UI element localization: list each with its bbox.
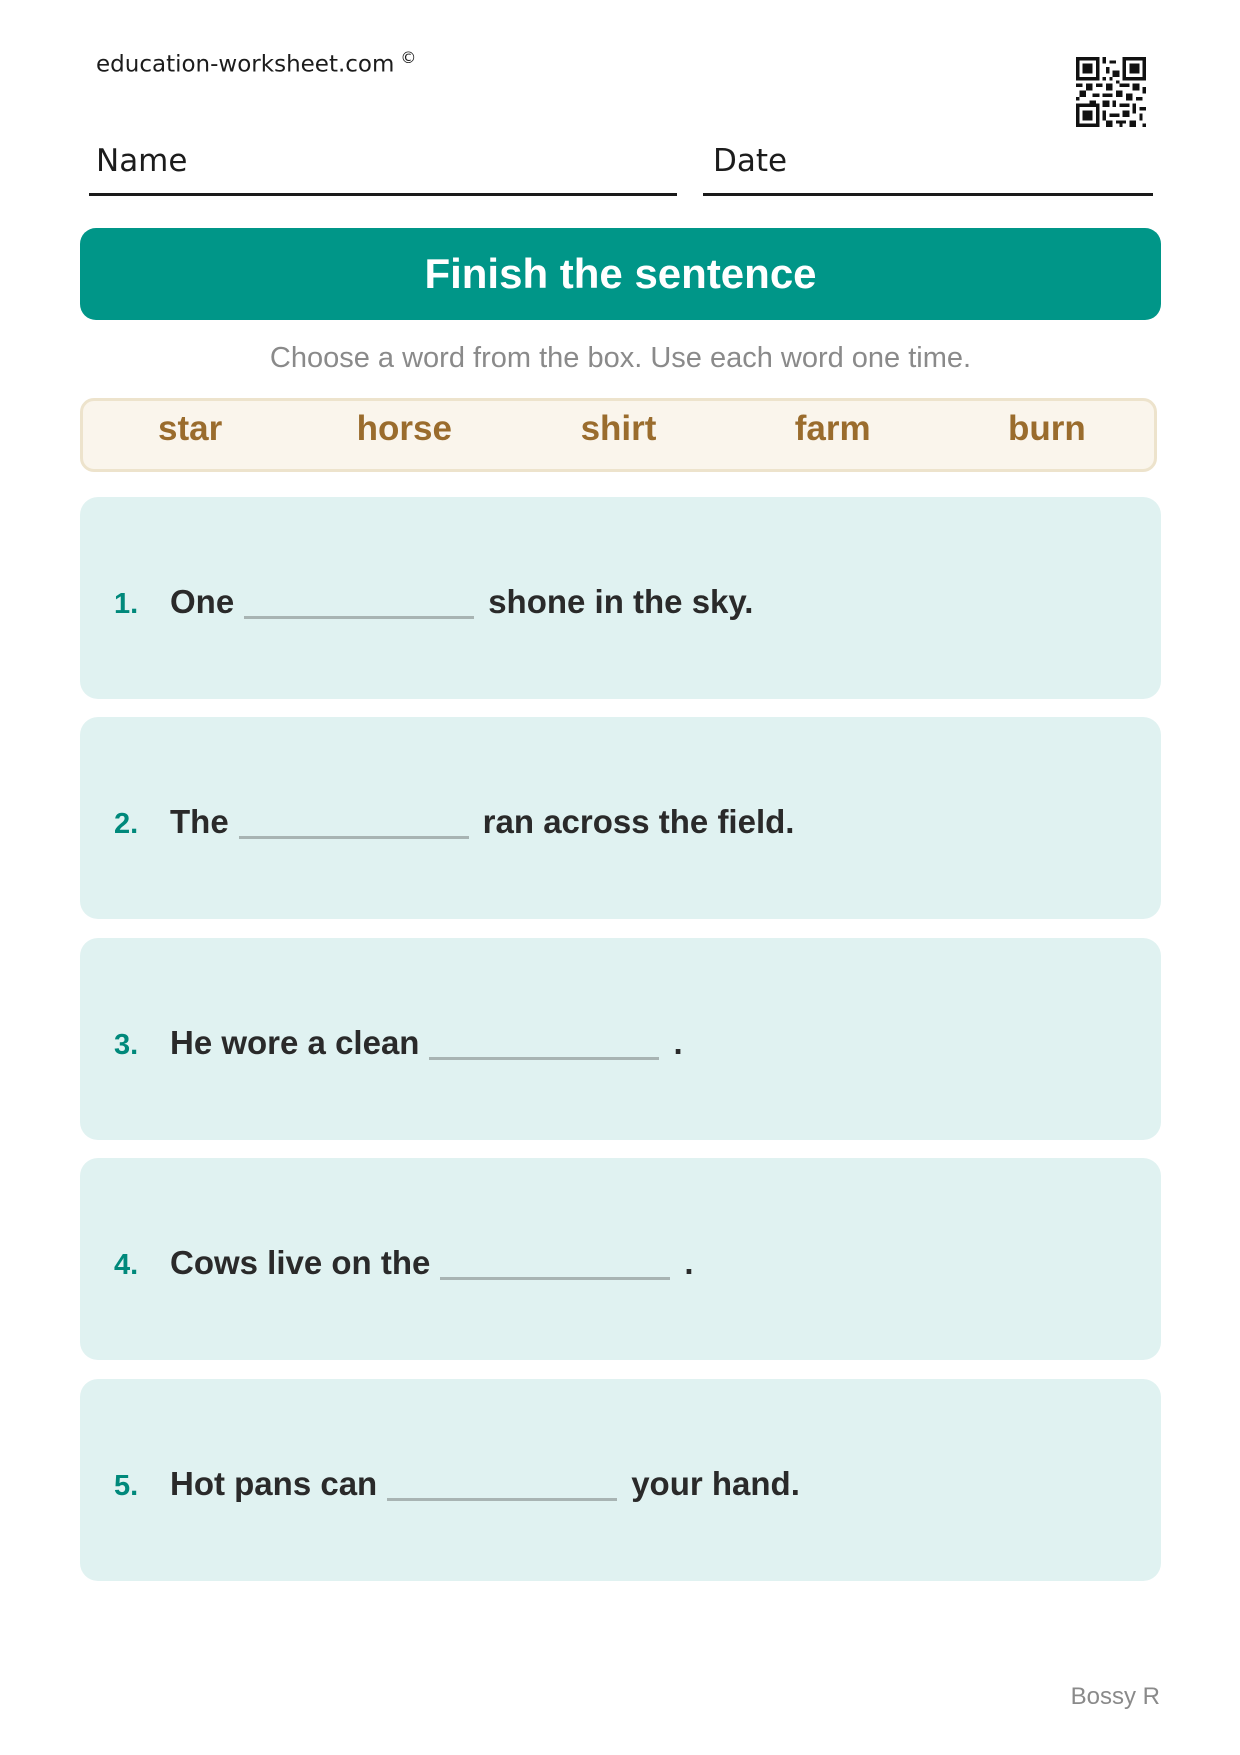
name-label: Name (96, 143, 188, 179)
question-card (80, 717, 1161, 919)
title-banner (80, 228, 1161, 320)
question-number: 5. (114, 1470, 139, 1502)
site-label: education-worksheet.com (96, 51, 395, 78)
question-text-before: The (170, 803, 229, 840)
answer-blank[interactable] (244, 588, 474, 619)
instructions: Choose a word from the box. Use each word one time. (269, 342, 972, 374)
page-title: Finish the sentence (424, 250, 817, 297)
answer-blank[interactable] (429, 1029, 659, 1060)
qr-code-icon (1076, 57, 1146, 127)
question-card (80, 1379, 1161, 1581)
footer-topic: Bossy R (1070, 1683, 1160, 1710)
copyright-symbol: © (400, 48, 417, 67)
word-bank-item: horse (356, 409, 452, 448)
question-text-before: He wore a clean (170, 1024, 420, 1061)
question-text-before: Hot pans can (170, 1465, 378, 1502)
answer-blank[interactable] (239, 808, 469, 839)
word-bank-item: burn (1008, 409, 1086, 448)
answer-blank[interactable] (440, 1249, 670, 1280)
question-card (80, 938, 1161, 1140)
date-field[interactable] (703, 193, 1153, 196)
question-text-after: your hand. (631, 1465, 800, 1502)
question-text-before: Cows live on the (170, 1244, 431, 1281)
question-text-after: . (673, 1024, 683, 1061)
question-number: 1. (114, 588, 139, 620)
question-card (80, 497, 1161, 699)
word-bank-item: farm (794, 409, 871, 448)
word-bank (80, 398, 1157, 472)
question-number: 4. (114, 1249, 139, 1281)
question-number: 3. (114, 1029, 139, 1061)
answer-blank[interactable] (387, 1470, 617, 1501)
word-bank-item: star (157, 409, 223, 448)
question-text-after: . (684, 1244, 694, 1281)
date-label: Date (713, 143, 788, 179)
question-number: 2. (114, 808, 139, 840)
word-bank-item: shirt (580, 409, 657, 448)
name-field[interactable] (89, 193, 677, 196)
question-text-after: shone in the sky. (488, 583, 754, 620)
question-text-after: ran across the field. (482, 803, 795, 840)
question-text-before: One (170, 583, 235, 620)
site-name (96, 48, 416, 78)
question-card (80, 1158, 1161, 1360)
